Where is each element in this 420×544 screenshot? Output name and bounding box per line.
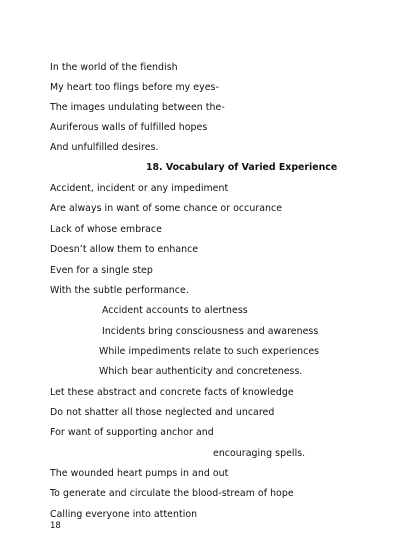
poem-line: To generate and circulate the blood-stream of hope <box>50 488 294 499</box>
poem-line-indented: Accident accounts to alertness <box>102 305 248 316</box>
poem-line: Doesn’t allow them to enhance <box>50 244 199 255</box>
poem-line: Let these abstract and concrete facts of knowledge <box>50 387 294 398</box>
poem-line-indented: While impediments relate to such experiences <box>99 346 320 357</box>
poem-line: With the subtle performance. <box>50 285 189 296</box>
poem-line: And unfulfilled desires. <box>50 142 159 153</box>
poem-line: Even for a single step <box>50 265 153 276</box>
poem-line: The images undulating between the- <box>50 102 225 113</box>
poem-line: Do not shatter all those neglected and uncared <box>50 407 275 418</box>
section-heading: 18. Vocabulary of Varied Experience <box>146 162 338 173</box>
poem-line: Are always in want of some chance or occurance <box>50 203 283 214</box>
page-number: 18 <box>50 521 61 531</box>
poem-line-right: encouraging spells. <box>213 448 306 459</box>
poem-line-indented: Which bear authenticity and concreteness. <box>99 366 303 377</box>
poem-line: For want of supporting anchor and <box>50 427 214 438</box>
poem-line: Lack of whose embrace <box>50 224 162 235</box>
poem-line: Auriferous walls of fulfilled hopes <box>50 122 208 133</box>
poem-line: In the world of the fiendish <box>50 62 178 73</box>
poem-line: Accident, incident or any impediment <box>50 183 229 194</box>
poem-line: The wounded heart pumps in and out <box>50 468 229 479</box>
poem-line: My heart too flings before my eyes- <box>50 82 219 93</box>
poem-line: Calling everyone into attention <box>50 509 198 520</box>
poem-line-indented: Incidents bring consciousness and awareness <box>102 326 319 337</box>
